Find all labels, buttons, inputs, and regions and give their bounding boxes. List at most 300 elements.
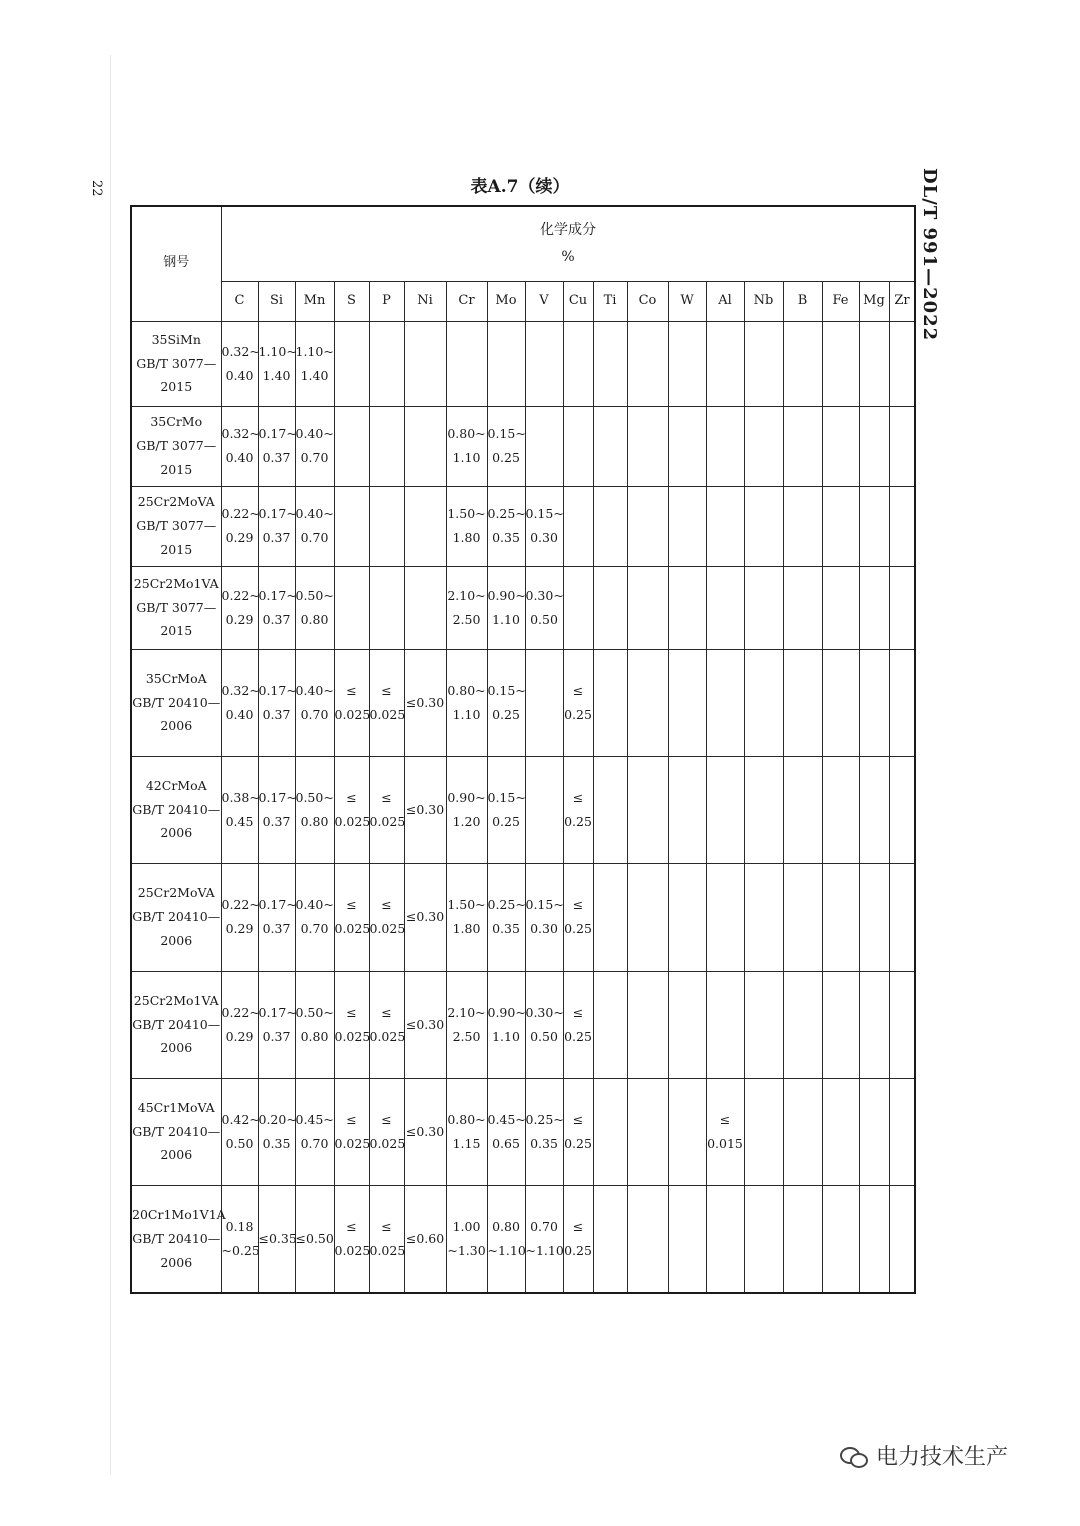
value-cell-ni xyxy=(404,756,446,863)
value-line: 0.80 xyxy=(300,813,329,829)
steel-grade-line: GB/T 20410— xyxy=(132,909,221,925)
column-header-v: V xyxy=(525,281,563,321)
value-line: 0.37 xyxy=(262,1028,291,1044)
value-cell-cu xyxy=(563,566,593,649)
table-row xyxy=(131,486,915,566)
composition-label: 化学成分 xyxy=(540,222,596,239)
value-cell-c xyxy=(221,971,258,1078)
value-cell-ni xyxy=(404,486,446,566)
value-cell-w xyxy=(668,321,706,406)
value-line: 0.32~ xyxy=(221,343,260,359)
value-cell-mn xyxy=(295,321,334,406)
value-cell-mg xyxy=(859,863,889,971)
value-cell-ti xyxy=(593,486,627,566)
value-cell-zr xyxy=(889,756,915,863)
value-line: 0.25~ xyxy=(487,506,526,522)
value-cell-mn xyxy=(295,486,334,566)
value-line: 0.25 xyxy=(564,1242,592,1258)
value-cell-cu xyxy=(563,1185,593,1293)
value-cell-ni xyxy=(404,649,446,756)
value-line: 0.32~ xyxy=(221,426,260,442)
value-cell-mo xyxy=(487,321,525,406)
value-cell-cu xyxy=(563,649,593,756)
value-cell-zr xyxy=(889,1078,915,1185)
value-line: 0.37 xyxy=(262,530,291,545)
value-cell-w xyxy=(668,756,706,863)
value-cell-v xyxy=(525,863,563,971)
value-cell-cu xyxy=(563,1078,593,1185)
value-cell-nb xyxy=(744,756,783,863)
value-line: 0.37 xyxy=(262,611,291,627)
steel-grade-line: 2006 xyxy=(160,1040,193,1056)
value-line: 0.25 xyxy=(492,813,520,829)
steel-grade-line: 35CrMoA xyxy=(145,670,207,686)
value-cell-zr xyxy=(889,863,915,971)
value-cell-s xyxy=(334,406,369,486)
value-line: ≤ xyxy=(572,789,584,805)
steel-grade-cell xyxy=(131,486,221,566)
value-cell-p xyxy=(369,756,404,863)
value-line: ≤ xyxy=(719,1111,731,1127)
steel-grade-cell xyxy=(131,756,221,863)
value-line: ≤0.35 xyxy=(258,1230,297,1246)
value-cell-co xyxy=(627,1185,668,1293)
value-cell-cr xyxy=(446,406,487,486)
value-line: 0.50~ xyxy=(295,587,334,603)
value-cell-mg xyxy=(859,1078,889,1185)
value-line: 1.10~ xyxy=(258,343,297,359)
value-line: 2.10~ xyxy=(447,587,486,603)
value-cell-w xyxy=(668,566,706,649)
value-line: ≤ xyxy=(572,1004,584,1020)
steel-grade-line: 25Cr2Mo1VA xyxy=(133,992,219,1008)
steel-grade-line: GB/T 20410— xyxy=(132,1123,221,1139)
value-line: 2.50 xyxy=(452,1028,481,1044)
value-line: 0.29 xyxy=(225,530,254,545)
value-cell-si xyxy=(258,863,295,971)
value-cell-mo xyxy=(487,863,525,971)
value-line: 0.70 xyxy=(300,450,329,465)
value-cell-w xyxy=(668,1078,706,1185)
value-line: 0.025 xyxy=(334,813,371,829)
value-line: 0.25 xyxy=(492,706,520,722)
value-line: 0.40 xyxy=(225,706,254,722)
value-cell-mo xyxy=(487,486,525,566)
value-cell-fe xyxy=(822,971,859,1078)
page-number: 22 xyxy=(89,180,104,197)
wechat-icon xyxy=(840,1445,868,1467)
value-cell-fe xyxy=(822,863,859,971)
value-line: 0.40~ xyxy=(295,506,334,522)
value-line: 0.50~ xyxy=(295,789,334,805)
value-line: ≤0.30 xyxy=(405,801,445,817)
table-row xyxy=(131,321,915,406)
value-cell-v xyxy=(525,971,563,1078)
value-cell-mg xyxy=(859,756,889,863)
value-cell-ni xyxy=(404,1078,446,1185)
value-line: 0.70 xyxy=(530,1219,558,1234)
steel-grade-line: GB/T 3077—2015 xyxy=(136,518,217,557)
value-cell-s xyxy=(334,756,369,863)
steel-grade-line: 45Cr1MoVA xyxy=(137,1099,215,1115)
watermark-text: 电力技术生产 xyxy=(876,1445,1009,1470)
steel-grade-line: 25Cr2Mo1VA xyxy=(133,575,219,591)
value-line: ≤ xyxy=(572,1111,584,1127)
value-line: 0.17~ xyxy=(258,426,297,442)
value-cell-cu xyxy=(563,863,593,971)
value-line: 0.15~ xyxy=(487,426,526,442)
value-line: ≤ xyxy=(572,682,584,698)
value-line: 0.025 xyxy=(334,1242,371,1258)
value-cell-w xyxy=(668,1185,706,1293)
value-line: 0.15~ xyxy=(525,897,564,913)
value-line: 0.45 xyxy=(225,813,254,829)
value-line: 0.025 xyxy=(369,1242,406,1258)
value-cell-ti xyxy=(593,756,627,863)
value-cell-co xyxy=(627,649,668,756)
column-header-si: Si xyxy=(258,281,295,321)
value-cell-co xyxy=(627,566,668,649)
value-cell-co xyxy=(627,756,668,863)
value-line: ≤ xyxy=(381,789,392,805)
value-cell-cr xyxy=(446,649,487,756)
column-header-mo: Mo xyxy=(487,281,525,321)
value-line: ≤0.50 xyxy=(295,1230,334,1246)
value-line: 1.40 xyxy=(262,367,291,383)
value-line: 0.17~ xyxy=(258,682,297,698)
table-row xyxy=(131,1185,915,1293)
value-cell-fe xyxy=(822,321,859,406)
value-line: 1.00 xyxy=(452,1219,481,1234)
value-cell-cr xyxy=(446,1185,487,1293)
value-line: ~1.10 xyxy=(525,1242,564,1258)
value-cell-mo xyxy=(487,756,525,863)
value-line: 0.20~ xyxy=(258,1111,297,1127)
column-header-al: Al xyxy=(706,281,744,321)
value-line: 0.25~ xyxy=(487,897,526,913)
value-line: 0.80 xyxy=(300,1028,329,1044)
value-cell-zr xyxy=(889,1185,915,1293)
value-cell-mn xyxy=(295,1185,334,1293)
value-line: 0.25 xyxy=(564,921,592,936)
value-cell-mn xyxy=(295,406,334,486)
value-cell-mn xyxy=(295,649,334,756)
value-cell-ni xyxy=(404,406,446,486)
value-cell-si xyxy=(258,1185,295,1293)
value-cell-w xyxy=(668,406,706,486)
steel-grade-line: 35SiMn xyxy=(151,331,201,347)
steel-grade-cell xyxy=(131,406,221,486)
value-cell-c xyxy=(221,406,258,486)
value-line: 0.40~ xyxy=(295,682,334,698)
value-cell-b xyxy=(783,321,822,406)
steel-grade-cell xyxy=(131,1185,226,1293)
value-cell-p xyxy=(369,649,404,756)
value-line: ≤ xyxy=(346,789,357,805)
value-cell-mn xyxy=(295,1078,334,1185)
value-line: 0.40 xyxy=(225,450,254,465)
value-cell-al xyxy=(706,406,744,486)
value-cell-p xyxy=(369,486,404,566)
value-line: 0.37 xyxy=(262,813,291,829)
value-cell-p xyxy=(369,1078,404,1185)
value-cell-si xyxy=(258,756,295,863)
value-line: 0.25 xyxy=(564,706,592,722)
value-cell-si xyxy=(258,971,295,1078)
value-line: 0.025 xyxy=(334,1028,371,1044)
value-line: 0.50 xyxy=(530,611,558,627)
value-cell-s xyxy=(334,649,369,756)
value-line: 0.025 xyxy=(369,1135,406,1151)
value-line: ≤0.30 xyxy=(405,694,445,710)
value-cell-fe xyxy=(822,1185,859,1293)
value-line: 0.015 xyxy=(707,1135,743,1151)
value-cell-al xyxy=(706,321,744,406)
value-line: ≤ xyxy=(346,897,357,913)
value-cell-fe xyxy=(822,649,859,756)
value-cell-p xyxy=(369,406,404,486)
value-cell-w xyxy=(668,649,706,756)
column-header-ti: Ti xyxy=(593,281,627,321)
column-header-cr: Cr xyxy=(446,281,487,321)
value-cell-s xyxy=(334,863,369,971)
value-cell-co xyxy=(627,406,668,486)
value-cell-cu xyxy=(563,486,593,566)
value-cell-v xyxy=(525,406,563,486)
value-line: 0.38~ xyxy=(221,789,260,805)
value-cell-mg xyxy=(859,1185,889,1293)
value-line: ≤ xyxy=(381,1111,392,1127)
value-line: ≤ xyxy=(381,1219,392,1234)
value-cell-ti xyxy=(593,1185,627,1293)
value-line: 0.37 xyxy=(262,921,291,936)
value-line: 0.80~ xyxy=(447,1111,486,1127)
value-line: 0.45~ xyxy=(295,1111,334,1127)
value-cell-mg xyxy=(859,321,889,406)
value-line: 0.29 xyxy=(225,611,254,627)
table-body xyxy=(131,321,915,1293)
standard-code: DL/T 991—2022 xyxy=(919,168,940,342)
value-cell-al xyxy=(706,486,744,566)
steel-grade-line: 2006 xyxy=(160,932,193,948)
value-cell-zr xyxy=(889,486,915,566)
column-header-w: W xyxy=(668,281,706,321)
value-cell-b xyxy=(783,971,822,1078)
value-cell-al xyxy=(706,566,744,649)
value-cell-ti xyxy=(593,566,627,649)
value-line: 0.35 xyxy=(492,530,520,545)
value-cell-mg xyxy=(859,971,889,1078)
value-line: 0.17~ xyxy=(258,1004,297,1020)
value-cell-nb xyxy=(744,321,783,406)
value-cell-ti xyxy=(593,649,627,756)
table-row xyxy=(131,566,915,649)
table-row xyxy=(131,406,915,486)
value-line: 2.50 xyxy=(452,611,481,627)
steel-grade-line: 35CrMo xyxy=(150,414,203,430)
value-cell-ti xyxy=(593,863,627,971)
table-row xyxy=(131,756,915,863)
value-line: 0.17~ xyxy=(258,506,297,522)
value-cell-al xyxy=(706,649,744,756)
value-cell-mg xyxy=(859,649,889,756)
steel-grade-line: GB/T 3077—2015 xyxy=(136,599,217,639)
value-line: 0.80 xyxy=(492,1219,520,1234)
value-cell-cu xyxy=(563,756,593,863)
value-cell-nb xyxy=(744,1185,783,1293)
value-line: 0.025 xyxy=(334,1135,371,1151)
value-line: ≤0.30 xyxy=(405,1123,445,1139)
value-cell-mg xyxy=(859,566,889,649)
steel-grade-header: 钢号 xyxy=(131,206,221,321)
value-line: 0.22~ xyxy=(221,1004,260,1020)
value-cell-mn xyxy=(295,971,334,1078)
steel-grade-cell xyxy=(131,321,221,406)
value-cell-c xyxy=(221,756,258,863)
column-header-cu: Cu xyxy=(563,281,593,321)
value-line: 0.30~ xyxy=(525,1004,564,1020)
value-cell-cr xyxy=(446,486,487,566)
steel-grade-line: GB/T 20410— xyxy=(132,801,221,817)
chemical-composition-table xyxy=(130,205,916,1294)
value-cell-cu xyxy=(563,971,593,1078)
value-cell-co xyxy=(627,321,668,406)
value-line: 0.15~ xyxy=(525,506,564,522)
value-line: 0.30 xyxy=(530,530,558,545)
value-cell-fe xyxy=(822,756,859,863)
value-cell-v xyxy=(525,1078,563,1185)
value-cell-mn xyxy=(295,566,334,649)
value-cell-s xyxy=(334,1078,369,1185)
value-cell-v xyxy=(525,321,563,406)
value-cell-b xyxy=(783,756,822,863)
value-line: ~0.25 xyxy=(221,1242,260,1258)
value-line: 0.17~ xyxy=(258,587,297,603)
value-cell-cu xyxy=(563,321,593,406)
steel-grade-cell xyxy=(131,971,221,1078)
value-line: ~1.30 xyxy=(447,1242,486,1258)
value-line: 0.29 xyxy=(225,1028,254,1044)
value-cell-c xyxy=(221,649,258,756)
value-cell-s xyxy=(334,486,369,566)
value-cell-zr xyxy=(889,971,915,1078)
value-cell-mo xyxy=(487,406,525,486)
value-cell-si xyxy=(258,321,295,406)
value-line: ≤ xyxy=(381,682,392,698)
value-cell-v xyxy=(525,756,563,863)
column-header-b: B xyxy=(783,281,822,321)
watermark xyxy=(840,1440,1008,1471)
value-cell-w xyxy=(668,486,706,566)
value-cell-ni xyxy=(404,566,446,649)
value-cell-s xyxy=(334,1185,369,1293)
steel-grade-line: 25Cr2MoVA xyxy=(137,885,215,901)
value-line: 0.35 xyxy=(530,1135,558,1151)
value-cell-ti xyxy=(593,321,627,406)
value-line: 2.10~ xyxy=(447,1004,486,1020)
value-cell-b xyxy=(783,1185,822,1293)
value-line: 0.025 xyxy=(369,706,406,722)
steel-grade-line: GB/T 20410— xyxy=(132,1230,221,1246)
value-cell-ni xyxy=(404,321,446,406)
value-cell-nb xyxy=(744,1078,783,1185)
chemical-composition-header xyxy=(221,206,915,281)
value-cell-v xyxy=(525,566,563,649)
value-cell-si xyxy=(258,1078,295,1185)
composition-unit: % xyxy=(561,248,575,265)
value-cell-cr xyxy=(446,1078,487,1185)
value-line: 0.17~ xyxy=(258,789,297,805)
value-line: 1.10 xyxy=(492,1028,520,1044)
value-cell-mo xyxy=(487,1185,525,1293)
value-line: ≤ xyxy=(381,897,392,913)
value-cell-nb xyxy=(744,486,783,566)
column-header-nb: Nb xyxy=(744,281,783,321)
value-line: 0.22~ xyxy=(221,897,260,913)
value-line: 0.50 xyxy=(530,1028,558,1044)
steel-grade-line: GB/T 20410— xyxy=(132,1016,221,1032)
value-line: 1.80 xyxy=(452,921,481,936)
value-cell-al xyxy=(706,756,744,863)
value-cell-cr xyxy=(446,863,487,971)
value-line: 0.70 xyxy=(300,921,329,936)
value-cell-b xyxy=(783,486,822,566)
value-line: 0.40~ xyxy=(295,897,334,913)
value-cell-nb xyxy=(744,971,783,1078)
value-line: 0.90~ xyxy=(487,1004,526,1020)
value-line: 0.70 xyxy=(300,530,329,545)
value-line: 1.10 xyxy=(452,450,481,465)
value-line: 0.025 xyxy=(369,921,406,936)
value-line: 0.70 xyxy=(300,706,329,722)
column-header-co: Co xyxy=(627,281,668,321)
value-line: 0.025 xyxy=(334,921,371,936)
value-cell-mn xyxy=(295,863,334,971)
value-cell-c xyxy=(221,321,258,406)
value-cell-zr xyxy=(889,649,915,756)
value-cell-b xyxy=(783,649,822,756)
value-cell-c xyxy=(221,566,258,649)
steel-grade-line: 2006 xyxy=(160,825,193,841)
value-cell-mo xyxy=(487,566,525,649)
value-cell-c xyxy=(221,486,258,566)
value-line: 0.15~ xyxy=(487,789,526,805)
value-line: ≤0.30 xyxy=(405,1016,445,1032)
value-cell-co xyxy=(627,1078,668,1185)
steel-grade-cell xyxy=(131,863,221,971)
value-line: ≤ xyxy=(346,1219,357,1234)
value-cell-nb xyxy=(744,863,783,971)
table-row xyxy=(131,649,915,756)
value-line: 0.80 xyxy=(300,611,329,627)
value-cell-c xyxy=(221,1078,258,1185)
value-cell-fe xyxy=(822,486,859,566)
value-line: 0.25 xyxy=(564,1135,592,1151)
value-cell-al xyxy=(706,1078,744,1185)
column-header-p: P xyxy=(369,281,404,321)
value-line: 0.18 xyxy=(225,1219,254,1234)
value-line: 0.45~ xyxy=(487,1111,526,1127)
value-line: 0.35 xyxy=(262,1135,291,1151)
value-line: 0.025 xyxy=(369,1028,406,1044)
value-cell-fe xyxy=(822,406,859,486)
value-line: 1.80 xyxy=(452,530,481,545)
value-cell-p xyxy=(369,971,404,1078)
value-line: 0.25~ xyxy=(525,1111,564,1127)
table-caption: 表A.7（续） xyxy=(470,177,570,197)
value-cell-zr xyxy=(889,321,915,406)
value-line: ≤ xyxy=(346,1111,357,1127)
